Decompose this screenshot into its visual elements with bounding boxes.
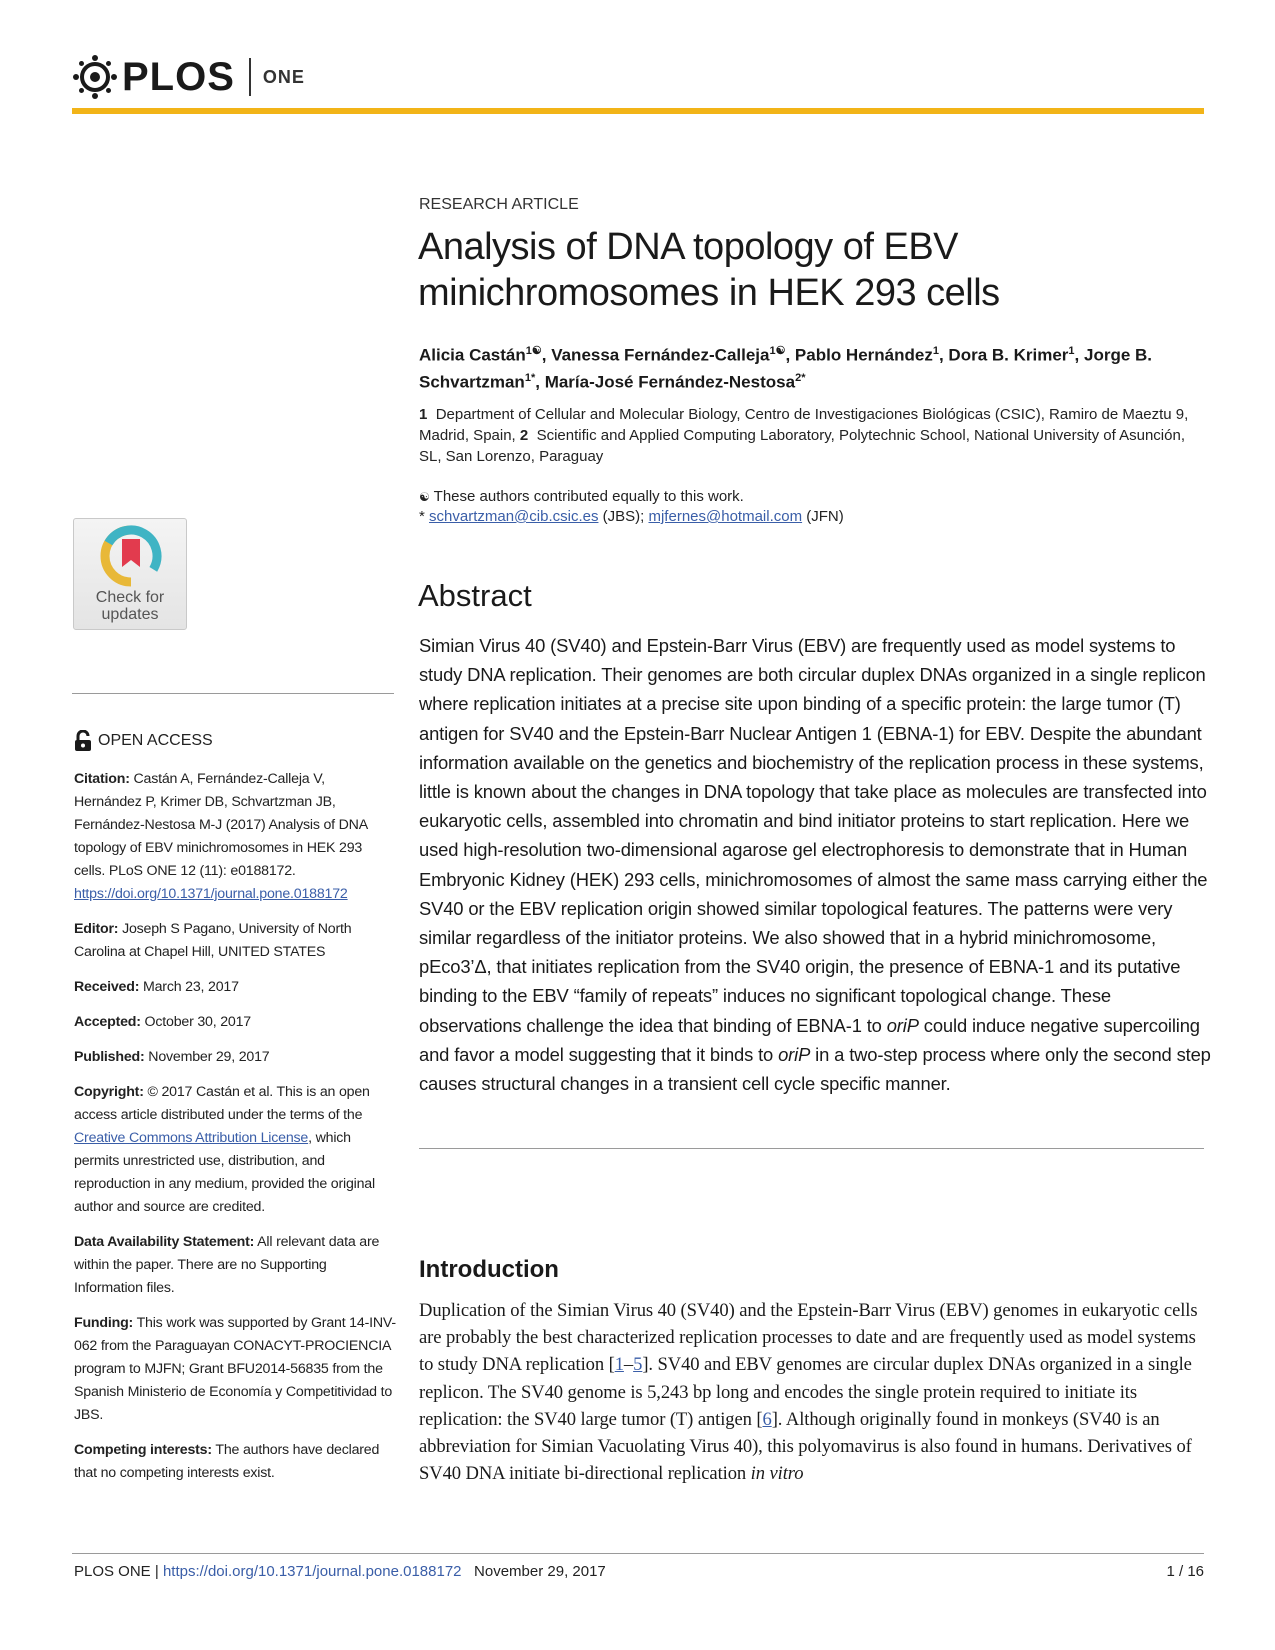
abstract-divider (419, 1148, 1204, 1149)
check-for-updates-badge[interactable] (73, 518, 187, 630)
equal-contribution-note: ☯ These authors contributed equally to this work. (419, 488, 744, 505)
page-footer (74, 1563, 1204, 1580)
author[interactable]: Alicia Castán (419, 345, 526, 365)
reference-link[interactable]: 1 (614, 1354, 624, 1376)
author[interactable]: Dora B. Krimer (948, 345, 1069, 365)
footer-journal: PLOS ONE | (74, 1563, 159, 1580)
abstract-heading: Abstract (418, 578, 532, 613)
header-accent-bar (72, 108, 1204, 114)
footer-divider (72, 1553, 1204, 1554)
competing-interests: Competing interests: The authors have declared that no competing interests exist. (74, 1442, 380, 1481)
article-metadata (74, 768, 396, 1497)
equal-contribution-icon: ☯ (419, 490, 430, 504)
corresponding-emails: * schvartzman@cib.csic.es (JBS); mjfernes@hotmail.com (JFN) (419, 508, 844, 525)
license-link[interactable]: Creative Commons Attribution License (74, 1130, 309, 1146)
page-number: 1 / 16 (1166, 1563, 1204, 1580)
introduction-heading: Introduction (419, 1256, 559, 1283)
citation-doi-link[interactable]: https://doi.org/10.1371/journal.pone.0188172 (74, 886, 348, 902)
article-title: Analysis of DNA topology of EBV minichromosomes in HEK 293 cells (418, 226, 1000, 314)
logo-divider (249, 58, 251, 96)
funding: Funding: This work was supported by Grant 14-INV-062 from the Paraguayan CONACYT-PROCIENCIA program to MJFN; Grant BFU2014-56835 from the Spanish Ministerio de Economía y Competitividad to JBS. (74, 1315, 396, 1423)
author[interactable]: Pablo Hernández (794, 345, 933, 365)
abstract-body: Simian Virus 40 (SV40) and Epstein-Barr Virus (EBV) are frequently used as model systems to study DNA replication. Their genomes are both circular duplex DNAs organized in a single replicon where replication initiates at a precise site upon binding of a specific protein: the large tumor (T) antigen for SV40 and the Epstein-Barr Nuclear Antigen 1 (EBNA-1) for EBV. Despite the abundant information available on the genetics and biochemistry of the replication process in these systems, little is known about the changes in DNA topology that take place as molecules are transfected into eukaryotic cells, assembled into chromatin and bind initiator proteins to start replication. Here we used high-resolution two-dimensional agarose gel electrophoresis to demonstrate that in Human Embryonic Kidney (HEK) 293 cells, minichromosomes of almost the same mass carrying either the SV40 or the EBV replication origin showed similar topological features. The patterns were very similar regardless of the initiator proteins. We also showed that in a hybrid minichromosome, pEco3’Δ, that initiates replication from the SV40 origin, the presence of EBNA-1 and its putative binding to the EBV “family of repeats” induces no significant topological change. These observations challenge the idea that binding of EBNA-1 to oriP could induce negative supercoiling and favor a model suggesting that it binds to oriP in a two-step process where only the second step causes structural changes in a transient cell cycle specific manner. (419, 635, 1211, 1095)
accepted-date: Accepted: October 30, 2017 (74, 1014, 251, 1030)
published-date: Published: November 29, 2017 (74, 1049, 270, 1065)
open-access-label: OPEN ACCESS (74, 730, 213, 752)
journal-name: ONE (262, 66, 305, 87)
plos-logo-icon (72, 54, 118, 100)
author[interactable]: Jorge B. Schvartzman (419, 345, 1153, 392)
left-divider (72, 693, 394, 694)
reference-link[interactable]: 6 (762, 1408, 772, 1430)
editor: Editor: Joseph S Pagano, University of North Carolina at Chapel Hill, UNITED STATES (74, 921, 352, 960)
plos-wordmark: PLOS (122, 54, 235, 99)
email-link-1[interactable]: schvartzman@cib.csic.es (429, 508, 599, 525)
reference-link[interactable]: 5 (633, 1354, 643, 1376)
open-lock-icon (74, 730, 92, 752)
email-link-2[interactable]: mjfernes@hotmail.com (648, 508, 803, 525)
author-list: Alicia Castán$^{1☯}$, Vanessa Fernández-Calleja$^{1☯}$, Pablo Hernández$^1$, Dora B. Krimer$^1$, Jorge B. Schvartzman$^{1*}$, María-José Fernández-Nestosa$^{2*}$ (419, 345, 1153, 392)
citation: Citation: Castán A, Fernández-Calleja V, Hernández P, Krimer DB, Schvartzman JB, Fernández-Nestosa M-J (2017) Analysis of DNA topology of EBV minichromosomes in HEK 293 cells. PLoS ONE 12 (11): e0188172. https://doi.org/10.1371/journal.pone.0188172 (74, 771, 368, 902)
plos-logo (72, 52, 305, 102)
author[interactable]: Vanessa Fernández-Calleja (551, 345, 770, 365)
author[interactable]: María-José Fernández-Nestosa (544, 372, 796, 392)
crossmark-icon (100, 525, 162, 587)
data-availability: Data Availability Statement: All relevant data are within the paper. There are no Supporting Information files. (74, 1234, 380, 1296)
affiliations: 1 Department of Cellular and Molecular Biology, Centro de Investigaciones Biológicas (CSIC), Ramiro de Maeztu 9, Madrid, Spain, 2 Scientific and Applied Computing Laboratory, Polytechnic School, National University of Asunción, SL, San Lorenzo, Paraguay (419, 406, 1189, 465)
introduction-body: Duplication of the Simian Virus 40 (SV40) and the Epstein-Barr Virus (EBV) genomes in eukaryotic cells are probably the best characterized replication processes to date and are frequently used as model systems to study DNA replication [1–5]. SV40 and EBV genomes are circular duplex DNAs organized in a single replicon. The SV40 genome is 5,243 bp long and encodes the single protein required to initiate its replication: the SV40 large tumor (T) antigen [6]. Although originally found in monkeys (SV40 is an abbreviation for Simian Vacuolating Virus 40), this polyomavirus is also found in humans. Derivatives of SV40 DNA initiate bi-directional replication in vitro (419, 1300, 1198, 1485)
received-date: Received: March 23, 2017 (74, 979, 239, 995)
footer-date: November 29, 2017 (474, 1563, 606, 1580)
badge-label: Check for updates (95, 589, 165, 623)
article-type: RESEARCH ARTICLE (419, 196, 579, 213)
copyright: Copyright: © 2017 Castán et al. This is an open access article distributed under the terms of the Creative Commons Attribution License, which permits unrestricted use, distribution, and reproduction in any medium, provided the original author and source are credited. (74, 1084, 375, 1215)
footer-doi-link[interactable]: https://doi.org/10.1371/journal.pone.0188172 (162, 1563, 462, 1580)
